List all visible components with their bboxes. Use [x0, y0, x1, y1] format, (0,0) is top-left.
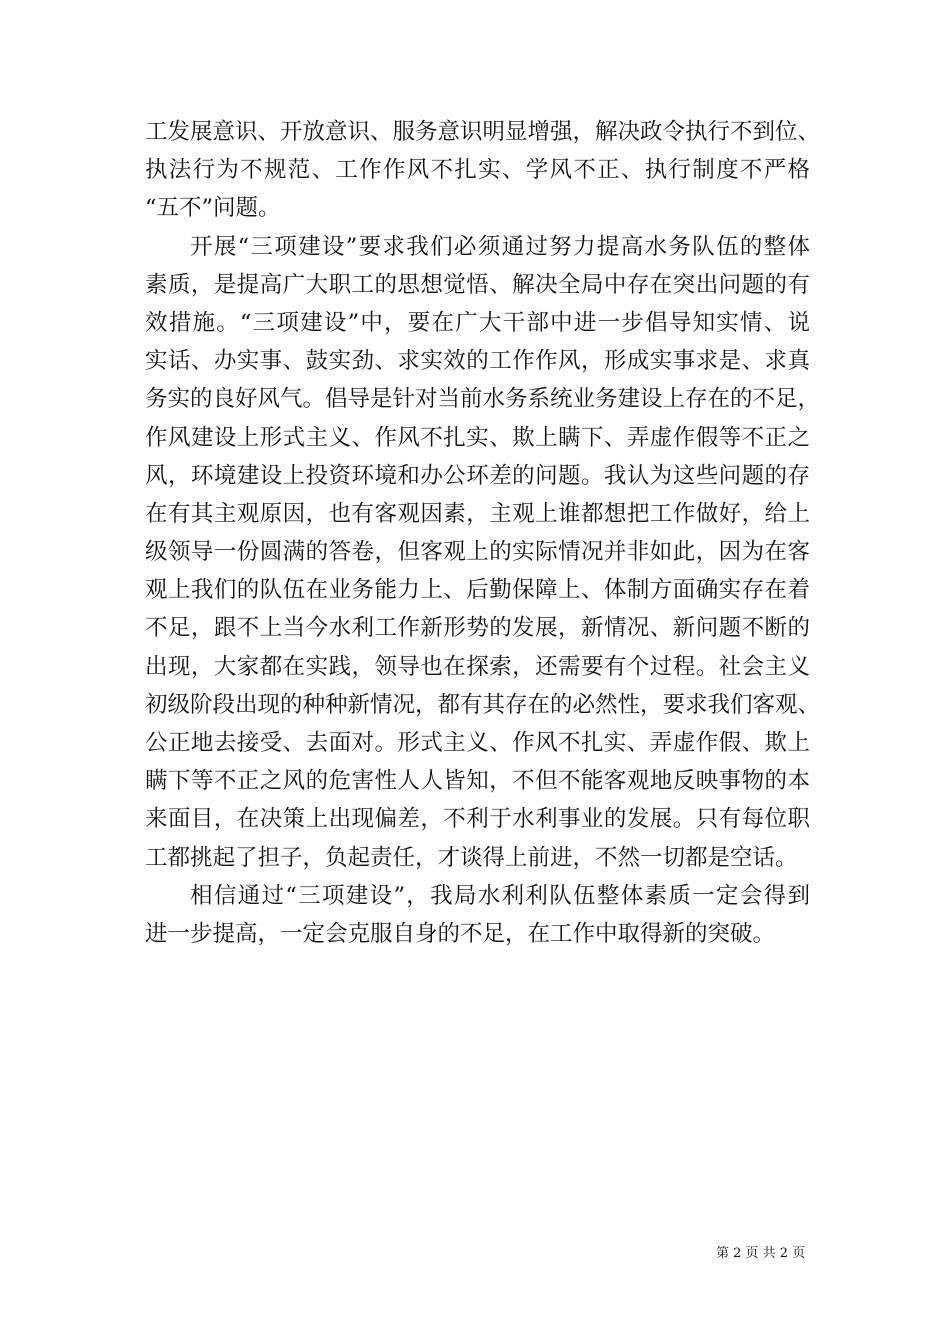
- text-line: 出现，大家都在实践，领导也在探索，还需要有个过程。社会主义: [145, 653, 810, 680]
- text-line: 来面目，在决策上出现偏差，不利于水利事业的发展。只有每位职: [145, 806, 810, 833]
- text-line: 初级阶段出现的种种新情况，都有其存在的必然性，要求我们客观、: [145, 691, 821, 718]
- text-line: 不足，跟不上当今水利工作新形势的发展，新情况、新问题不断的: [145, 615, 810, 642]
- page-number-footer: 第 2 页 共 2 页: [716, 1246, 806, 1261]
- text-line: 进一步提高，一定会克服自身的不足，在工作中取得新的突破。: [145, 920, 776, 947]
- text-line: 级领导一份圆满的答卷，但客观上的实际情况并非如此，因为在客: [145, 539, 810, 566]
- text-line: 在有其主观原因，也有客观因素，主观上谁都想把工作做好，给上: [145, 500, 810, 527]
- text-line: 效措施。“三项建设”中，要在广大干部中进一步倡导知实情、说: [145, 309, 810, 336]
- text-line: 执法行为不规范、工作作风不扎实、学风不正、执行制度不严格: [145, 157, 810, 184]
- text-line: 公正地去接受、去面对。形式主义、作风不扎实、弄虚作假、欺上: [145, 730, 810, 756]
- text-line: 实话、办实事、鼓实劲、求实效的工作作风，形成实事求是、求真: [145, 348, 810, 375]
- text-line: 相信通过“三项建设”，我局水利利队伍整体素质一定会得到: [190, 882, 810, 909]
- text-line: 作风建设上形式主义、作风不扎实、欺上瞒下、弄虚作假等不正之: [145, 424, 810, 451]
- text-line: 观上我们的队伍在业务能力上、后勤保障上、体制方面确实存在着: [145, 577, 810, 604]
- text-line: 开展“三项建设”要求我们必须通过努力提高水务队伍的整体: [190, 233, 810, 260]
- text-line: 瞒下等不正之风的危害性人人皆知，不但不能客观地反映事物的本: [145, 768, 810, 795]
- text-line: 工发展意识、开放意识、服务意识明显增强，解决政令执行不到位、: [145, 119, 821, 145]
- text-line: 风，环境建设上投资环境和办公环差的问题。我认为这些问题的存: [145, 462, 810, 489]
- text-line: 务实的良好风气。倡导是针对当前水务系统业务建设上存在的不足，: [145, 386, 821, 413]
- text-line: 工都挑起了担子，负起责任，才谈得上前进，不然一切都是空话。: [145, 844, 798, 871]
- body-text: [145, 113, 821, 953]
- text-line: 素质，是提高广大职工的思想觉悟、解决全局中存在突出问题的有: [145, 271, 810, 298]
- text-line: “五不”问题。: [145, 195, 281, 222]
